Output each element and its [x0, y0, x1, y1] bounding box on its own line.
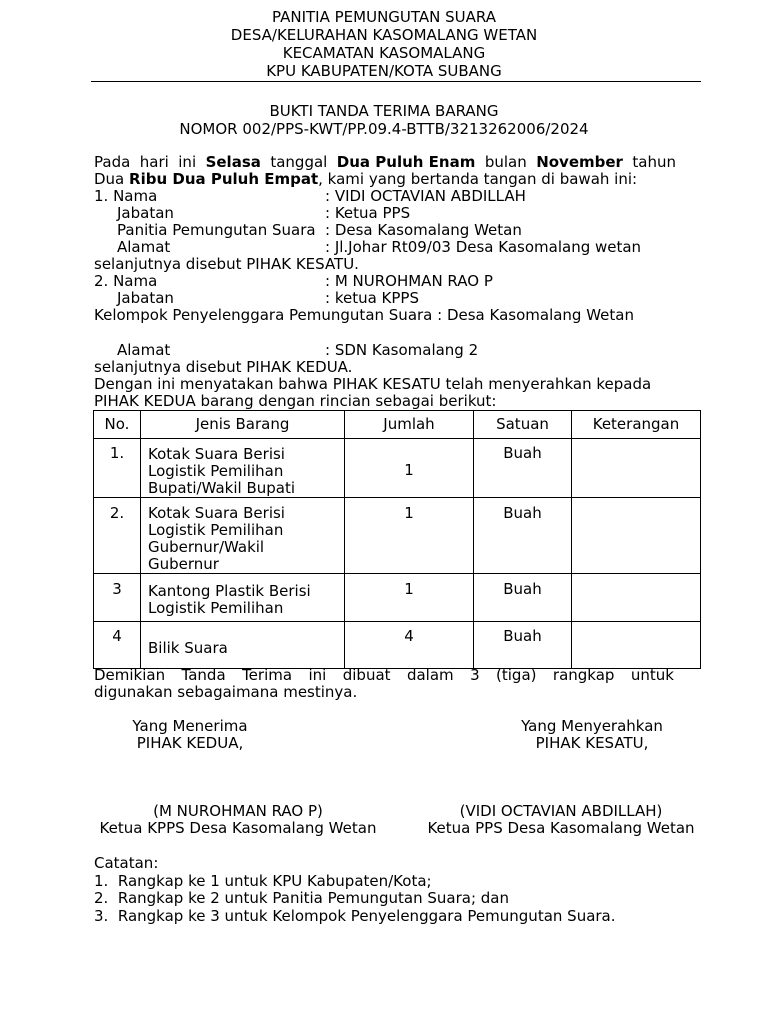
signature-left-name-block [94, 803, 382, 837]
intro-word: ini [178, 153, 197, 171]
intro-line-2 [94, 171, 676, 188]
intro-word: tanggal [270, 153, 328, 171]
party1-panitia: : Desa Kasomalang Wetan [325, 221, 522, 239]
closing-word: Tanda [181, 666, 226, 684]
row-no: 3 [94, 574, 141, 622]
row-qty: 4 [345, 622, 474, 669]
intro-word: bulan [484, 153, 527, 171]
signature-left-party: PIHAK KEDUA, [136, 734, 244, 752]
document-title [0, 102, 768, 138]
signature-right-party: PIHAK KESATU, [535, 734, 649, 752]
row-item-name [141, 622, 345, 669]
item-name-line: Bupati/Wakil Bupati [148, 479, 296, 497]
row-unit: Buah [474, 498, 572, 574]
intro-date: Dua Puluh Enam [336, 153, 476, 171]
intro-year-b: Ribu Dua Puluh Empat [129, 170, 319, 188]
header-line-3: KECAMATAN KASOMALANG [282, 44, 486, 62]
intro-rest: , kami yang bertanda tangan di bawah ini: [318, 170, 638, 188]
items-table [93, 410, 701, 669]
party2-label-nama: 2. Nama [94, 272, 158, 290]
party2-nama: : M NUROHMAN RAO P [325, 272, 493, 290]
party1-jabatan: : Ketua PPS [325, 204, 411, 222]
table-row [94, 498, 701, 574]
closing-word: 3 [470, 666, 480, 684]
row-unit: Buah [474, 622, 572, 669]
item-name-line: Kotak Suara Berisi [148, 504, 285, 522]
intro-word: hari [139, 153, 169, 171]
party2-label-jabatan: Jabatan [117, 289, 174, 307]
party1-disebut: selanjutnya disebut PIHAK KESATU. [94, 255, 359, 273]
notes-section [94, 855, 616, 925]
closing-word: (tiga) [496, 666, 537, 684]
title-heading: BUKTI TANDA TERIMA BARANG [269, 102, 499, 120]
row-item-name [141, 439, 345, 498]
signature-right-block [500, 718, 684, 752]
header-line-2: DESA/KELURAHAN KASOMALANG WETAN [230, 26, 538, 44]
row-unit: Buah [474, 574, 572, 622]
item-name-line: Gubernur/Wakil [148, 538, 265, 556]
item-name-line: Bilik Suara [148, 639, 228, 657]
table-header-cell: Jumlah [345, 411, 474, 439]
header-line-4: KPU KABUPATEN/KOTA SUBANG [266, 62, 502, 80]
table-header-cell: Satuan [474, 411, 572, 439]
intro-line-1 [94, 154, 676, 171]
document-header [0, 8, 768, 80]
closing-word: Terima [242, 666, 293, 684]
table-header-row [94, 411, 701, 439]
party2-disebut: selanjutnya disebut PIHAK KEDUA. [94, 358, 353, 376]
signature-right-title: Ketua PPS Desa Kasomalang Wetan [427, 819, 695, 837]
closing-line-2: digunakan sebagaimana mestinya. [94, 683, 358, 701]
row-qty: 1 [345, 574, 474, 622]
closing-word: ini [308, 666, 327, 684]
intro-word: tahun [632, 153, 676, 171]
closing-paragraph [94, 667, 674, 701]
header-divider [91, 81, 701, 82]
row-unit: Buah [474, 439, 572, 498]
closing-word: dalam [406, 666, 454, 684]
signature-left-block [110, 718, 270, 752]
party1-label-panitia: Panitia Pemungutan Suara [117, 221, 316, 239]
party2-alamat: : SDN Kasomalang 2 [325, 341, 479, 359]
intro-word: Pada [94, 153, 131, 171]
table-row [94, 574, 701, 622]
party1-label-jabatan: Jabatan [117, 204, 174, 222]
row-qty: 1 [345, 439, 474, 498]
party1-label-alamat: Alamat [117, 238, 171, 256]
intro-year-a: Dua [94, 170, 125, 188]
intro-day: Selasa [205, 153, 261, 171]
intro-paragraph [94, 154, 676, 188]
item-name-line: Logistik Pemilihan [148, 521, 284, 539]
party2-jabatan: : ketua KPPS [325, 289, 419, 307]
title-number: NOMOR 002/PPS-KWT/PP.09.4-BTTB/3213262006/2024 [179, 120, 589, 138]
party1-nama: : VIDI OCTAVIAN ABDILLAH [325, 187, 526, 205]
signature-left-title: Ketua KPPS Desa Kasomalang Wetan [99, 819, 377, 837]
row-note [572, 622, 701, 669]
signature-right-name-block [420, 803, 702, 837]
party1-alamat: : Jl.Johar Rt09/03 Desa Kasomalang wetan [325, 238, 642, 256]
row-no: 2. [94, 498, 141, 574]
item-name-line: Kotak Suara Berisi [148, 445, 285, 463]
signature-left-name: (M NUROHMAN RAO P) [153, 802, 323, 820]
note-item: 2. Rangkap ke 2 untuk Panitia Pemungutan Suara; dan [94, 889, 509, 907]
intro-month: November [536, 153, 623, 171]
table-header-cell: Jenis Barang [141, 411, 345, 439]
notes-heading: Catatan: [94, 854, 159, 872]
row-no: 1. [94, 439, 141, 498]
item-name-line: Logistik Pemilihan [148, 462, 284, 480]
closing-line-1 [94, 667, 674, 684]
row-item-name [141, 574, 345, 622]
row-note [572, 498, 701, 574]
row-qty: 1 [345, 498, 474, 574]
signature-right-name: (VIDI OCTAVIAN ABDILLAH) [459, 802, 663, 820]
closing-word: untuk [630, 666, 674, 684]
party2-label-alamat: Alamat [117, 341, 171, 359]
note-item: 3. Rangkap ke 3 untuk Kelompok Penyelenggara Pemungutan Suara. [94, 906, 616, 925]
note-item: 1. Rangkap ke 1 untuk KPU Kabupaten/Kota; [94, 871, 432, 890]
item-name-line: Kantong Plastik Berisi [148, 582, 311, 600]
item-name-line: Gubernur [148, 555, 219, 573]
closing-word: dibuat [342, 666, 391, 684]
signature-left-role: Yang Menerima [132, 717, 248, 735]
row-no: 4 [94, 622, 141, 669]
closing-word: Demikian [94, 666, 166, 684]
signature-right-role: Yang Menyerahkan [521, 717, 663, 735]
party2-kelompok: Kelompok Penyelenggara Pemungutan Suara : Desa Kasomalang Wetan [94, 306, 634, 324]
table-row [94, 622, 701, 669]
table-row [94, 439, 701, 498]
table-header-cell: Keterangan [572, 411, 701, 439]
party1-label-nama: 1. Nama [94, 187, 158, 205]
closing-word: rangkap [552, 666, 615, 684]
statement-line-1: Dengan ini menyatakan bahwa PIHAK KESATU telah menyerahkan kepada [94, 375, 652, 393]
table-header-cell: No. [94, 411, 141, 439]
item-name-line: Logistik Pemilihan [148, 599, 284, 617]
row-item-name [141, 498, 345, 574]
row-note [572, 574, 701, 622]
header-line-1: PANITIA PEMUNGUTAN SUARA [272, 8, 496, 26]
row-note [572, 439, 701, 498]
statement-line-2: PIHAK KEDUA barang dengan rincian sebagai berikut: [94, 392, 497, 410]
